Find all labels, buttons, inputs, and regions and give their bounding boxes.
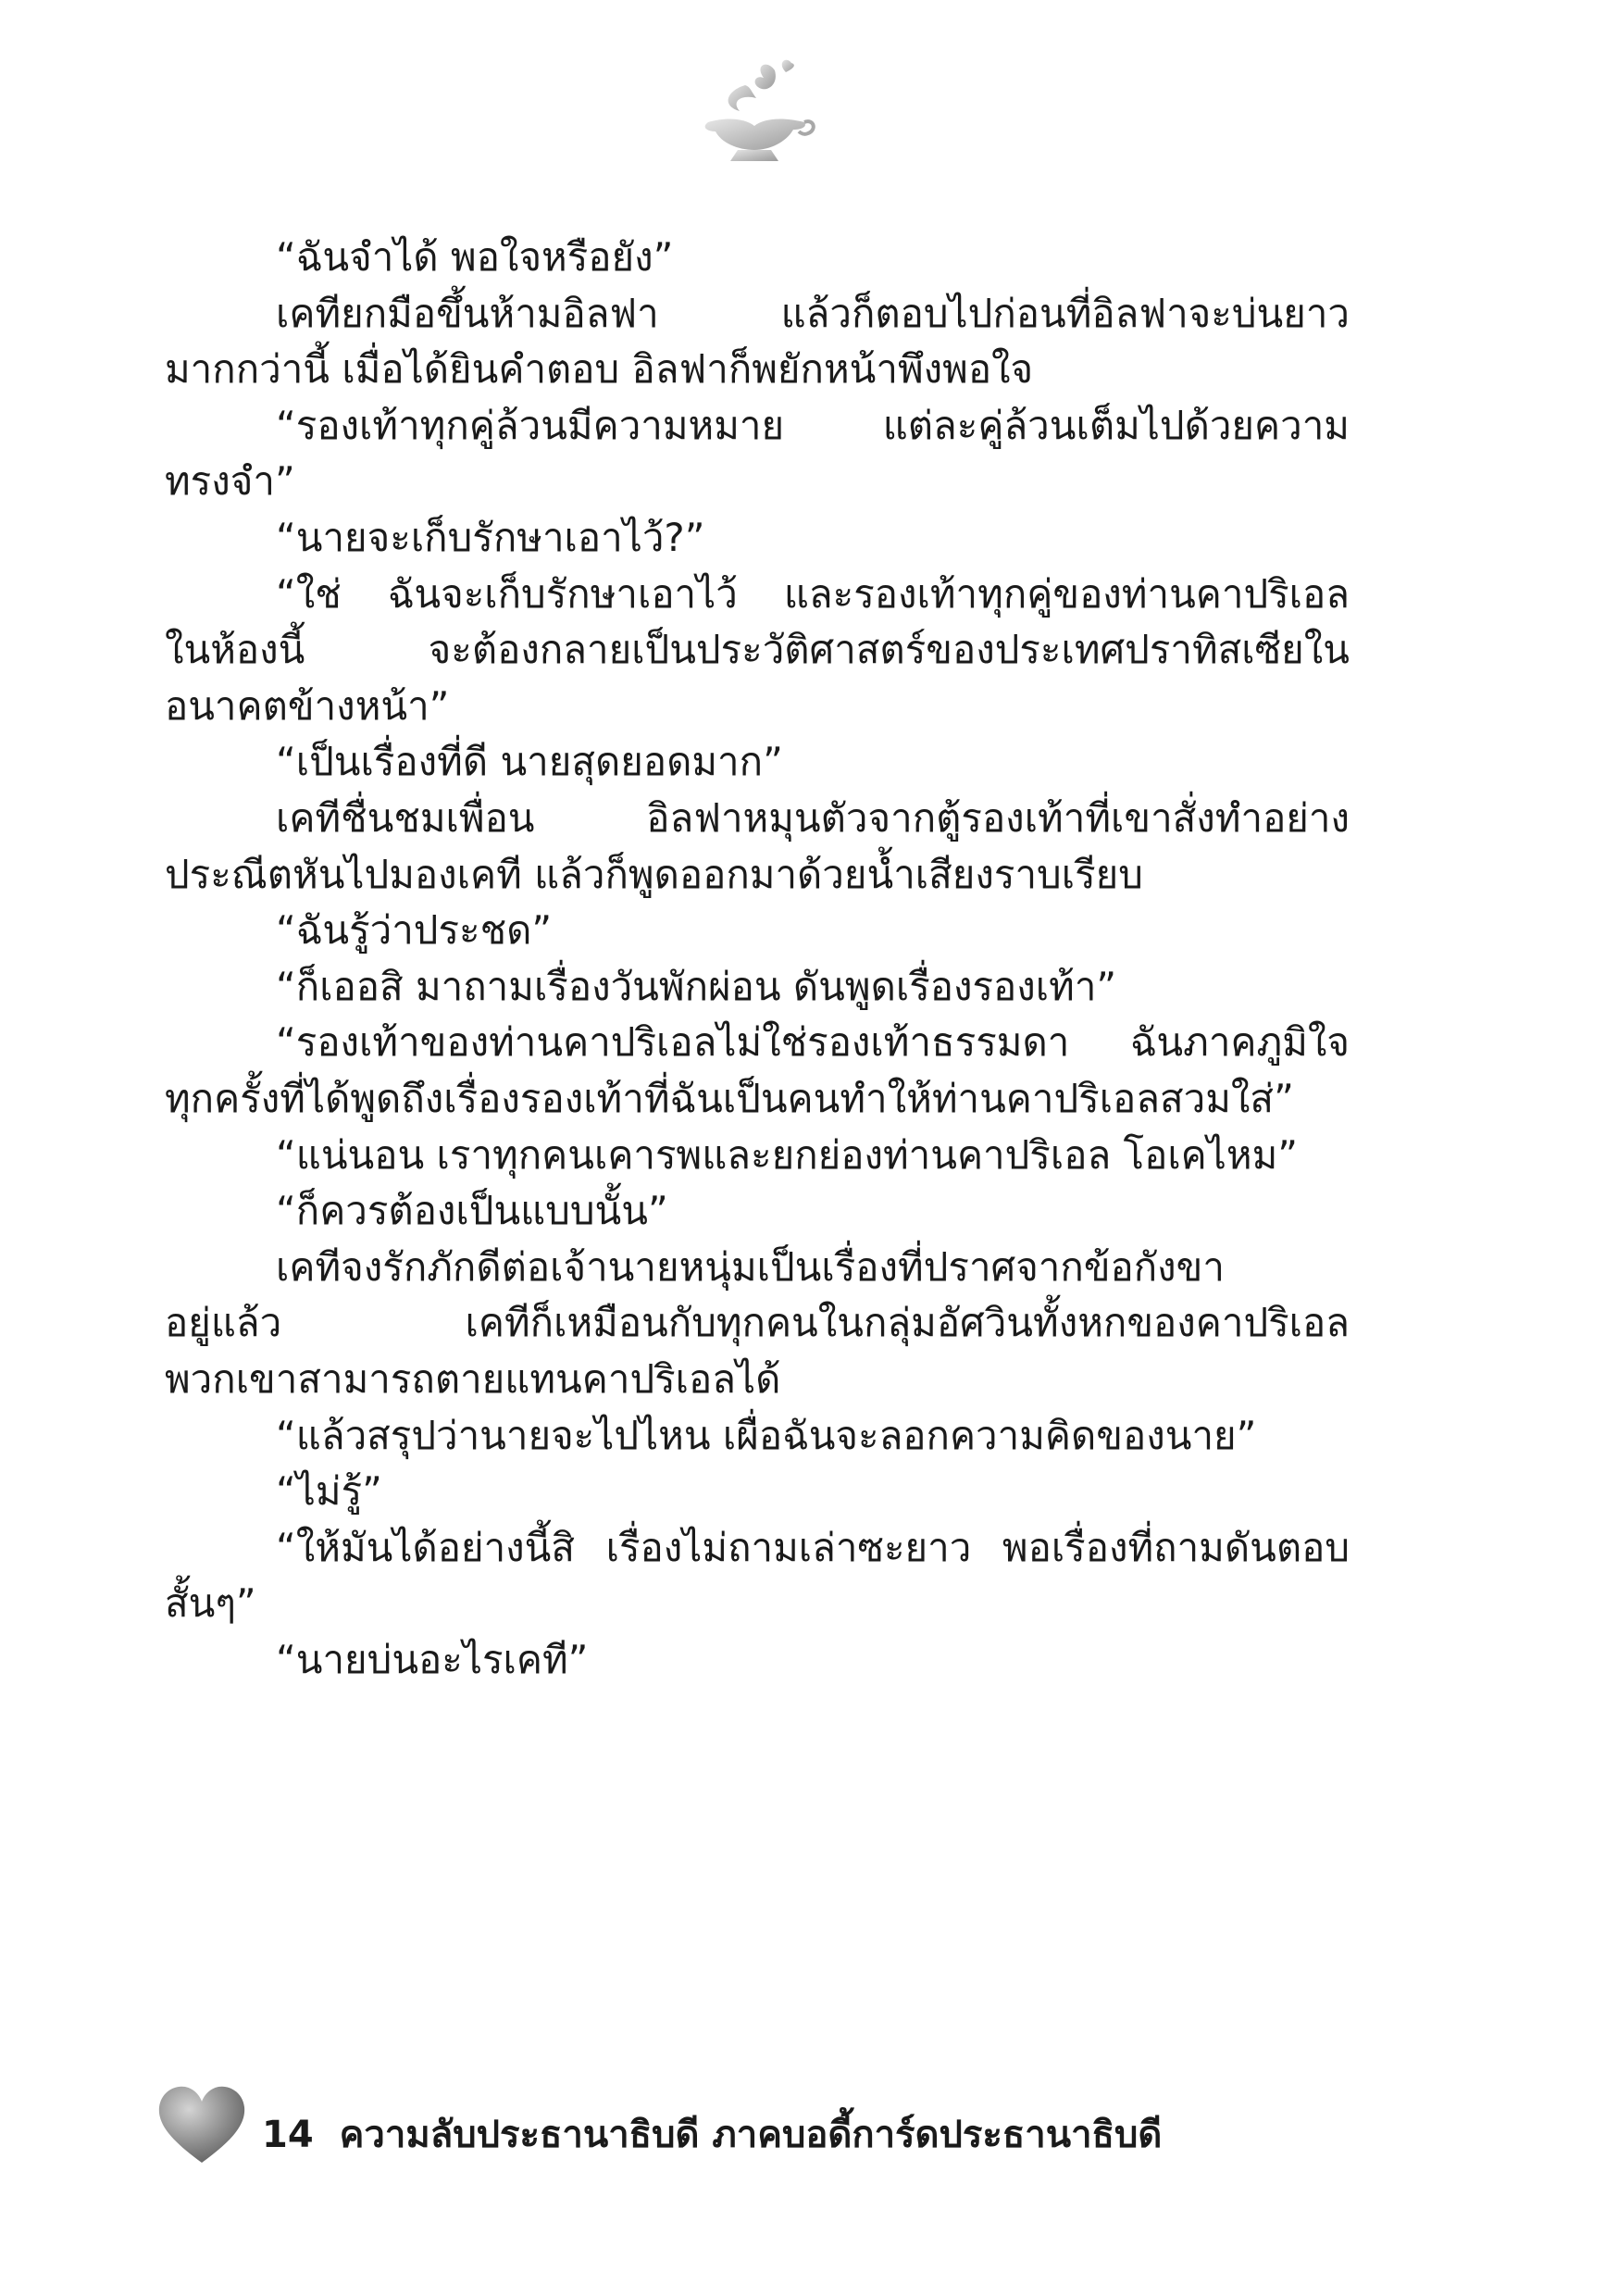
- text-line: ในห้องนี้ จะต้องกลายเป็นประวัติศาสตร์ของประเทศปราทิสเซียใน: [165, 627, 1350, 672]
- text-line: “ฉันรู้ว่าประชด”: [276, 907, 553, 953]
- text-line: ทรงจำ”: [165, 458, 295, 504]
- text-line: เคทียกมือขึ้นห้ามอิลฟา แล้วก็ตอบไปก่อนที่อิลฟาจะบ่นยาว: [276, 291, 1350, 336]
- text-line: “นายจะเก็บรักษาเอาไว้?”: [276, 515, 705, 560]
- text-line: “แน่นอน เราทุกคนเคารพและยกย่องท่านคาปริเอล โอเคไหม”: [276, 1132, 1299, 1178]
- text-line: อยู่แล้ว เคทีก็เหมือนกับทุกคนในกลุ่มอัศวินทั้งหกของคาปริเอล: [165, 1300, 1350, 1345]
- text-line: “ก็เออสิ มาถามเรื่องวันพักผ่อน ดันพูดเรื่องรองเท้า”: [276, 964, 1117, 1009]
- page-footer: [156, 2083, 1359, 2185]
- book-title: ความลับประธานาธิบดี ภาคบอดี้การ์ดประธานาธิบดี: [339, 2114, 1163, 2156]
- text-line: “รองเท้าทุกคู่ล้วนมีความหมาย แต่ละคู่ล้วนเต็มไปด้วยความ: [276, 403, 1350, 448]
- text-line: “ไม่รู้”: [276, 1468, 382, 1514]
- text-line: “ฉันจำได้ พอใจหรือยัง”: [276, 234, 674, 280]
- magic-lamp-icon: [690, 57, 819, 168]
- text-line: พวกเขาสามารถตายแทนคาปริเอลได้: [165, 1356, 781, 1402]
- text-line: “แล้วสรุปว่านายจะไปไหน เผื่อฉันจะลอกความคิดของนาย”: [276, 1413, 1257, 1458]
- text-line: “นายบ่นอะไรเคที”: [276, 1637, 589, 1682]
- text-line: สั้นๆ”: [165, 1580, 256, 1626]
- text-line: “รองเท้าของท่านคาปริเอลไม่ใช่รองเท้าธรรมดา ฉันภาคภูมิใจ: [276, 1019, 1350, 1065]
- text-line: “เป็นเรื่องที่ดี นายสุดยอดมาก”: [276, 739, 783, 784]
- text-line: มากกว่านี้ เมื่อได้ยินคำตอบ อิลฟาก็พยักหน้าพึงพอใจ: [165, 346, 1034, 392]
- text-line: “ให้มันได้อย่างนี้สิ เรื่องไม่ถามเล่าซะยาว พอเรื่องที่ถามดันตอบ: [276, 1525, 1350, 1570]
- text-line: อนาคตข้างหน้า”: [165, 683, 450, 729]
- text-line: เคทีจงรักภักดีต่อเจ้านายหนุ่มเป็นเรื่องที่ปราศจากข้อกังขา: [276, 1244, 1225, 1290]
- heart-icon: [156, 2083, 248, 2166]
- page-number: 14: [262, 2114, 314, 2156]
- text-line: เคทีชื่นชมเพื่อน อิลฟาหมุนตัวจากตู้รองเท้าที่เขาสั่งทำอย่าง: [276, 795, 1350, 841]
- text-line: “ใช่ ฉันจะเก็บรักษาเอาไว้ และรองเท้าทุกคู่ของท่านคาปริเอล: [276, 571, 1350, 617]
- footer-text: [262, 2109, 1162, 2161]
- text-line: ประณีตหันไปมองเคที แล้วก็พูดออกมาด้วยน้ำเสียงราบเรียบ: [165, 852, 1143, 897]
- text-line: ทุกครั้งที่ได้พูดถึงเรื่องรองเท้าที่ฉันเป็นคนทำให้ท่านคาปริเอลสวมใส่”: [165, 1076, 1294, 1121]
- text-line: “ก็ควรต้องเป็นแบบนั้น”: [276, 1188, 668, 1233]
